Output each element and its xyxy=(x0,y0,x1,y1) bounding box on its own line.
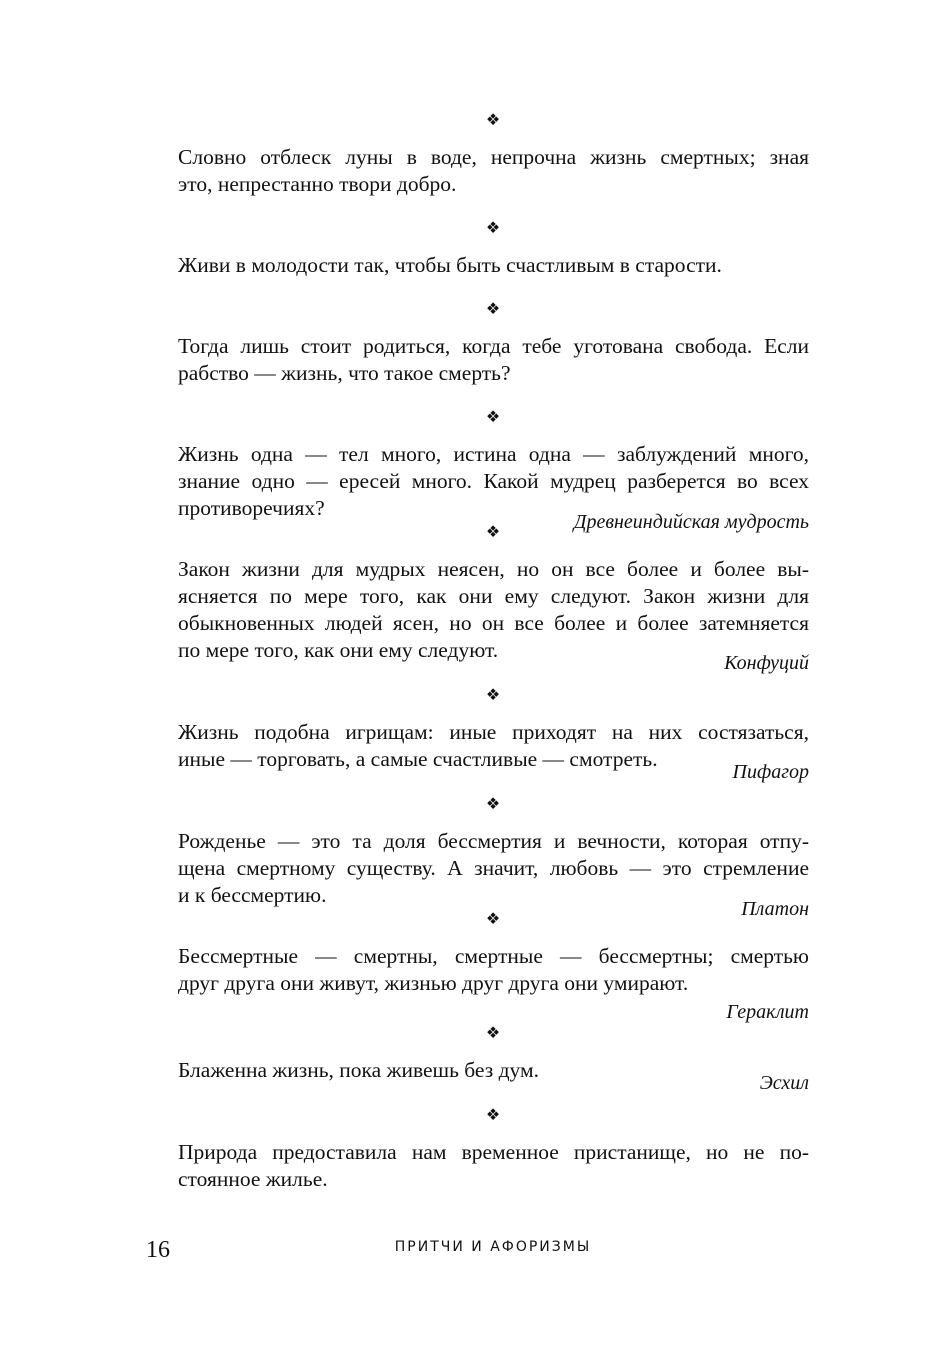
ornament-divider: ❖ xyxy=(485,110,501,129)
aphorism-line: иные — торговать, а самые счастливые — смотреть. xyxy=(178,747,658,771)
aphorism-text xyxy=(178,333,809,387)
aphorism-line: знание одно — ересей много. Какой мудрец разберется во всех xyxy=(178,469,809,493)
aphorism-line: Рожденье — это та доля бессмертия и вечности, которая отпу- xyxy=(178,829,809,853)
aphorism-text xyxy=(178,556,809,664)
ornament-divider: ❖ xyxy=(485,794,501,813)
ornament-divider: ❖ xyxy=(485,407,501,426)
aphorism-line: Тогда лишь стоит родиться, когда тебе уготована свобода. Если xyxy=(178,334,809,358)
aphorism-line: друг друга они живут, жизнью друг друга они умирают. xyxy=(178,971,689,995)
aphorism-line: Блаженна жизнь, пока живешь без дум. xyxy=(178,1058,539,1082)
aphorism-line: щена смертному существу. А значит, любовь — это стремление xyxy=(178,856,809,880)
running-title: ПРИТЧИ И АФОРИЗМЫ xyxy=(394,1239,592,1255)
author-attribution: Гераклит xyxy=(726,1001,809,1023)
aphorism-line: стоянное жилье. xyxy=(178,1167,328,1191)
aphorism-text xyxy=(178,943,809,997)
aphorism-line: по мере того, как они ему следуют. xyxy=(178,638,499,662)
ornament-divider: ❖ xyxy=(485,299,501,318)
author-attribution: Платон xyxy=(741,898,809,920)
ornament-divider: ❖ xyxy=(485,218,501,237)
aphorism-text xyxy=(178,1057,809,1084)
ornament-divider: ❖ xyxy=(485,685,501,704)
aphorism-line: Бессмертные — смертны, смертные — бессмертны; смертью xyxy=(178,944,809,968)
aphorism-text xyxy=(178,828,809,909)
aphorism-line: Жизнь подобна игрищам: иные приходят на них состязаться, xyxy=(178,720,809,744)
ornament-divider: ❖ xyxy=(485,522,501,541)
ornament-divider: ❖ xyxy=(485,1023,501,1042)
ornament-divider: ❖ xyxy=(485,1105,501,1124)
author-attribution: Древнеиндийская мудрость xyxy=(573,511,809,533)
aphorism-line: это, непрестанно твори добро. xyxy=(178,172,457,196)
author-attribution: Конфуций xyxy=(724,652,809,674)
page-number: 16 xyxy=(146,1237,170,1263)
aphorism-line: ясняется по мере того, как они ему следуют. Закон жизни для xyxy=(178,584,809,608)
aphorism-line: Природа предоставила нам временное пристанище, но не по- xyxy=(178,1140,809,1164)
ornament-divider: ❖ xyxy=(485,909,501,928)
aphorism-text xyxy=(178,252,809,279)
aphorism-line: Живи в молодости так, чтобы быть счастливым в старости. xyxy=(178,253,722,277)
aphorism-line: Закон жизни для мудрых неясен, но он все более и более вы- xyxy=(178,557,809,581)
aphorism-text xyxy=(178,719,809,773)
aphorism-line: Словно отблеск луны в воде, непрочна жизнь смертных; зная xyxy=(178,145,809,169)
aphorism-line: обыкновенных людей ясен, но он все более и более затемняется xyxy=(178,611,809,635)
aphorism-text xyxy=(178,1139,809,1193)
aphorism-line: рабство — жизнь, что такое смерть? xyxy=(178,361,511,385)
author-attribution: Пифагор xyxy=(732,761,809,783)
aphorism-line: противоречиях? xyxy=(178,496,325,520)
aphorism-text xyxy=(178,144,809,198)
author-attribution: Эсхил xyxy=(759,1072,809,1094)
aphorism-line: и к бессмертию. xyxy=(178,883,327,907)
aphorism-line: Жизнь одна — тел много, истина одна — заблуждений много, xyxy=(178,442,809,466)
